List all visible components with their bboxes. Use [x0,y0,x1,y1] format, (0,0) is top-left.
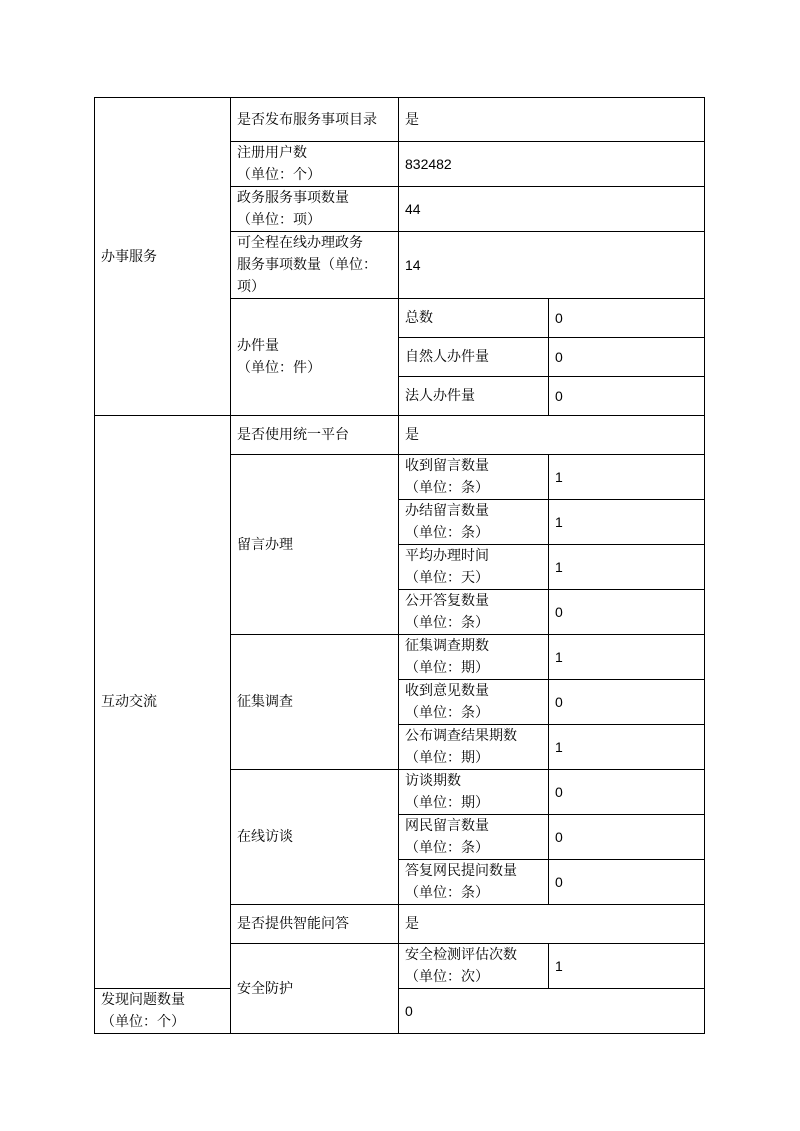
value-messages-concluded: 1 [549,500,705,545]
label-service-items: 政务服务事项数量 （单位：项） [231,187,399,232]
value-cases-legal: 0 [549,377,705,416]
value-publish-catalog: 是 [399,98,705,142]
value-survey-opinions: 0 [549,680,705,725]
value-messages-public-replies: 0 [549,590,705,635]
label-messages: 留言办理 [231,455,399,635]
label-interview-replied-questions: 答复网民提问数量 （单位：条） [399,860,549,905]
label-cases-legal: 法人办件量 [399,377,549,416]
category-security: 安全防护 [231,944,399,1034]
value-interview-netizen-messages: 0 [549,815,705,860]
value-interview-replied-questions: 0 [549,860,705,905]
label-registered-users: 注册用户数 （单位：个） [231,142,399,187]
value-unified-platform: 是 [399,416,705,455]
value-messages-avg-time: 1 [549,545,705,590]
value-cases-natural: 0 [549,338,705,377]
label-cases-total: 总数 [399,299,549,338]
label-messages-avg-time: 平均办理时间 （单位：天） [399,545,549,590]
value-survey-periods: 1 [549,635,705,680]
label-security-assessments: 安全检测评估次数 （单位：次） [399,944,549,989]
label-unified-platform: 是否使用统一平台 [231,416,399,455]
value-messages-received: 1 [549,455,705,500]
row-security-issues [95,989,705,1034]
row-publish-catalog [95,98,705,142]
category-service: 办事服务 [95,98,231,416]
value-interview-periods: 0 [549,770,705,815]
value-online-items: 14 [399,232,705,299]
label-messages-public-replies: 公开答复数量 （单位：条） [399,590,549,635]
category-interaction: 互动交流 [95,416,231,989]
value-survey-results: 1 [549,725,705,770]
label-survey-periods: 征集调查期数 （单位：期） [399,635,549,680]
report-table [94,97,705,1034]
value-cases-total: 0 [549,299,705,338]
label-cases: 办件量 （单位：件） [231,299,399,416]
label-interview: 在线访谈 [231,770,399,905]
value-registered-users: 832482 [399,142,705,187]
label-online-items: 可全程在线办理政务 服务事项数量（单位： 项） [231,232,399,299]
label-survey-results: 公布调查结果期数 （单位：期） [399,725,549,770]
label-messages-received: 收到留言数量 （单位：条） [399,455,549,500]
label-smart-qa: 是否提供智能问答 [231,905,399,944]
value-security-issues: 0 [399,989,705,1034]
value-service-items: 44 [399,187,705,232]
label-cases-natural: 自然人办件量 [399,338,549,377]
label-interview-netizen-messages: 网民留言数量 （单位：条） [399,815,549,860]
value-smart-qa: 是 [399,905,705,944]
label-interview-periods: 访谈期数 （单位：期） [399,770,549,815]
label-survey: 征集调查 [231,635,399,770]
label-survey-opinions: 收到意见数量 （单位：条） [399,680,549,725]
row-unified-platform [95,416,705,455]
label-security-issues: 发现问题数量 （单位：个） [95,989,231,1034]
value-security-assessments: 1 [549,944,705,989]
label-publish-catalog: 是否发布服务事项目录 [231,98,399,142]
label-messages-concluded: 办结留言数量 （单位：条） [399,500,549,545]
